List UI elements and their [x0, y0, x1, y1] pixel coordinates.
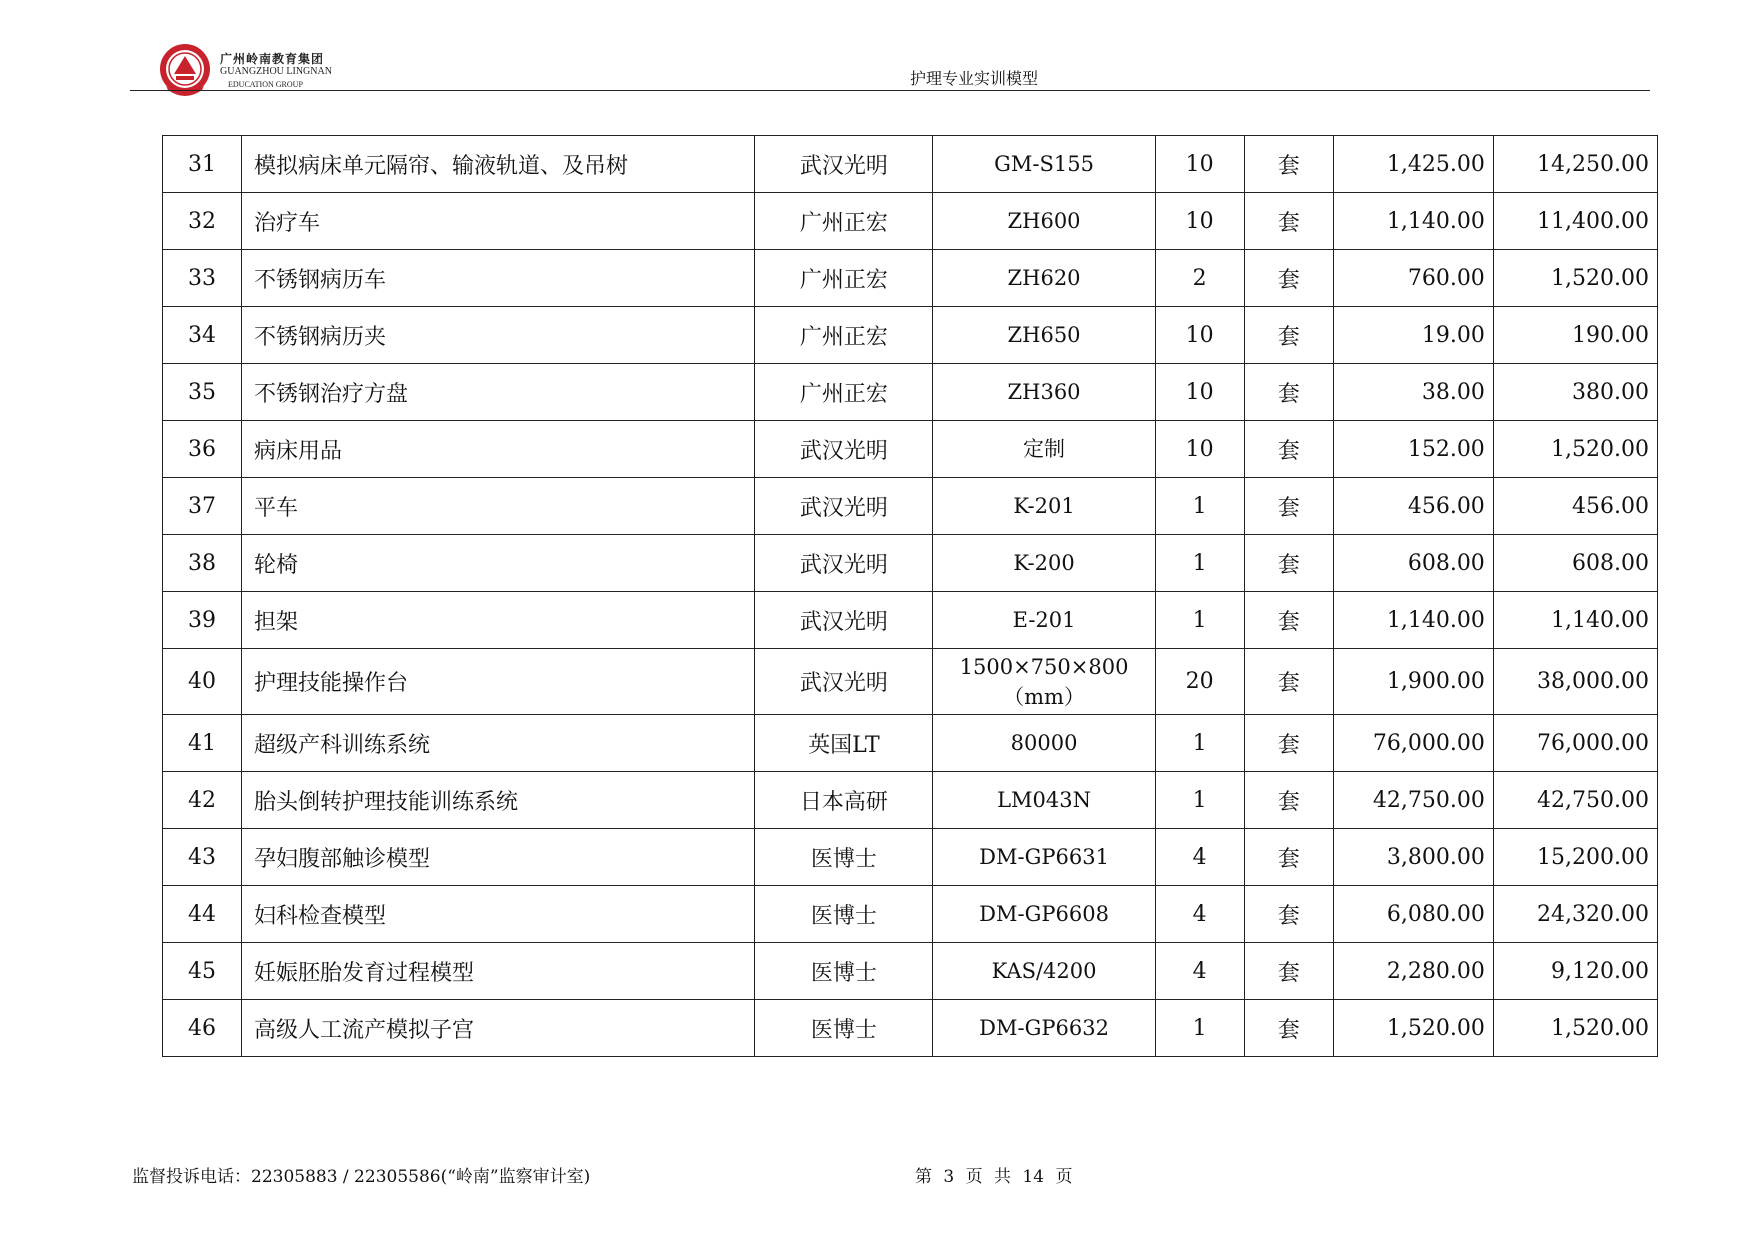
- cell-price: 6,080.00: [1333, 886, 1493, 943]
- cell-brand: 武汉光明: [755, 136, 933, 193]
- cell-price: 1,140.00: [1333, 592, 1493, 649]
- logo-name-en-2: EDUCATION GROUP: [228, 80, 303, 89]
- cell-name: 不锈钢病历车: [242, 250, 755, 307]
- cell-total: 190.00: [1493, 307, 1657, 364]
- cell-unit: 套: [1244, 886, 1333, 943]
- cell-brand: 广州正宏: [755, 307, 933, 364]
- cell-name: 胎头倒转护理技能训练系统: [242, 772, 755, 829]
- cell-brand: 医博士: [755, 829, 933, 886]
- cell-unit: 套: [1244, 364, 1333, 421]
- table-row: [163, 829, 1658, 886]
- cell-brand: 广州正宏: [755, 250, 933, 307]
- page-number: 第 3 页 共 14 页: [915, 1167, 1073, 1187]
- logo: [158, 42, 398, 96]
- cell-brand: 日本高研: [755, 772, 933, 829]
- cell-no: 36: [163, 421, 242, 478]
- cell-model: DM-GP6608: [933, 886, 1155, 943]
- cell-no: 37: [163, 478, 242, 535]
- cell-qty: 1: [1155, 715, 1244, 772]
- cell-price: 608.00: [1333, 535, 1493, 592]
- table-row: [163, 1000, 1658, 1057]
- cell-qty: 4: [1155, 829, 1244, 886]
- table-row: [163, 886, 1658, 943]
- cell-no: 38: [163, 535, 242, 592]
- cell-qty: 10: [1155, 193, 1244, 250]
- cell-total: 24,320.00: [1493, 886, 1657, 943]
- cell-total: 1,520.00: [1493, 250, 1657, 307]
- table-row: [163, 421, 1658, 478]
- cell-name: 妊娠胚胎发育过程模型: [242, 943, 755, 1000]
- cell-total: 38,000.00: [1493, 649, 1657, 715]
- cell-unit: 套: [1244, 943, 1333, 1000]
- table-row: [163, 193, 1658, 250]
- cell-qty: 1: [1155, 478, 1244, 535]
- cell-price: 1,425.00: [1333, 136, 1493, 193]
- cell-no: 34: [163, 307, 242, 364]
- equipment-table: [162, 135, 1658, 1057]
- cell-qty: 10: [1155, 421, 1244, 478]
- cell-price: 38.00: [1333, 364, 1493, 421]
- cell-brand: 武汉光明: [755, 478, 933, 535]
- cell-unit: 套: [1244, 592, 1333, 649]
- logo-name-cn: 广州岭南教育集团: [220, 52, 325, 66]
- cell-name: 孕妇腹部触诊模型: [242, 829, 755, 886]
- cell-name: 高级人工流产模拟子宫: [242, 1000, 755, 1057]
- cell-model: KAS/4200: [933, 943, 1155, 1000]
- cell-price: 456.00: [1333, 478, 1493, 535]
- table-row: [163, 307, 1658, 364]
- cell-model: 80000: [933, 715, 1155, 772]
- cell-model: ZH620: [933, 250, 1155, 307]
- cell-price: 152.00: [1333, 421, 1493, 478]
- cell-no: 41: [163, 715, 242, 772]
- cell-name: 平车: [242, 478, 755, 535]
- cell-price: 1,900.00: [1333, 649, 1493, 715]
- table-row: [163, 592, 1658, 649]
- cell-total: 456.00: [1493, 478, 1657, 535]
- cell-unit: 套: [1244, 307, 1333, 364]
- table-row: [163, 649, 1658, 715]
- cell-unit: 套: [1244, 250, 1333, 307]
- cell-model: ZH650: [933, 307, 1155, 364]
- cell-unit: 套: [1244, 715, 1333, 772]
- table-row: [163, 364, 1658, 421]
- cell-name: 模拟病床单元隔帘、输液轨道、及吊树: [242, 136, 755, 193]
- cell-brand: 武汉光明: [755, 592, 933, 649]
- cell-qty: 20: [1155, 649, 1244, 715]
- complaint-hotline: 监督投诉电话：22305883 / 22305586(“岭南”监察审计室): [132, 1167, 591, 1187]
- cell-brand: 医博士: [755, 886, 933, 943]
- cell-model: LM043N: [933, 772, 1155, 829]
- cell-no: 39: [163, 592, 242, 649]
- table-row: [163, 478, 1658, 535]
- cell-qty: 1: [1155, 592, 1244, 649]
- cell-brand: 医博士: [755, 1000, 933, 1057]
- cell-model: 1500×750×800（mm）: [933, 649, 1155, 715]
- logo-name-en-1: GUANGZHOU LINGNAN: [220, 66, 332, 77]
- cell-qty: 10: [1155, 364, 1244, 421]
- cell-brand: 武汉光明: [755, 649, 933, 715]
- cell-name: 妇科检查模型: [242, 886, 755, 943]
- cell-total: 15,200.00: [1493, 829, 1657, 886]
- cell-unit: 套: [1244, 829, 1333, 886]
- cell-total: 1,520.00: [1493, 1000, 1657, 1057]
- cell-model: E-201: [933, 592, 1155, 649]
- cell-no: 43: [163, 829, 242, 886]
- lingnan-seal-icon: [158, 42, 212, 96]
- cell-unit: 套: [1244, 421, 1333, 478]
- cell-model: ZH600: [933, 193, 1155, 250]
- cell-qty: 1: [1155, 535, 1244, 592]
- cell-qty: 1: [1155, 772, 1244, 829]
- cell-name: 不锈钢病历夹: [242, 307, 755, 364]
- header-divider: [130, 90, 1650, 91]
- cell-unit: 套: [1244, 649, 1333, 715]
- table-row: [163, 250, 1658, 307]
- cell-model: ZH360: [933, 364, 1155, 421]
- cell-name: 治疗车: [242, 193, 755, 250]
- cell-no: 31: [163, 136, 242, 193]
- cell-price: 19.00: [1333, 307, 1493, 364]
- cell-brand: 英国LT: [755, 715, 933, 772]
- cell-price: 3,800.00: [1333, 829, 1493, 886]
- cell-no: 44: [163, 886, 242, 943]
- cell-no: 35: [163, 364, 242, 421]
- table-row: [163, 715, 1658, 772]
- cell-model: 定制: [933, 421, 1155, 478]
- cell-qty: 2: [1155, 250, 1244, 307]
- cell-total: 76,000.00: [1493, 715, 1657, 772]
- cell-name: 轮椅: [242, 535, 755, 592]
- cell-unit: 套: [1244, 193, 1333, 250]
- cell-model: DM-GP6631: [933, 829, 1155, 886]
- cell-qty: 4: [1155, 943, 1244, 1000]
- cell-no: 33: [163, 250, 242, 307]
- table-row: [163, 535, 1658, 592]
- cell-unit: 套: [1244, 535, 1333, 592]
- cell-qty: 10: [1155, 307, 1244, 364]
- cell-brand: 武汉光明: [755, 421, 933, 478]
- cell-qty: 10: [1155, 136, 1244, 193]
- cell-unit: 套: [1244, 136, 1333, 193]
- cell-name: 超级产科训练系统: [242, 715, 755, 772]
- cell-model: GM-S155: [933, 136, 1155, 193]
- page-title: 护理专业实训模型: [910, 69, 1039, 88]
- cell-qty: 1: [1155, 1000, 1244, 1057]
- cell-price: 76,000.00: [1333, 715, 1493, 772]
- cell-unit: 套: [1244, 772, 1333, 829]
- cell-total: 1,140.00: [1493, 592, 1657, 649]
- cell-price: 42,750.00: [1333, 772, 1493, 829]
- cell-name: 护理技能操作台: [242, 649, 755, 715]
- cell-brand: 广州正宏: [755, 193, 933, 250]
- page-header: [130, 38, 1650, 92]
- cell-qty: 4: [1155, 886, 1244, 943]
- cell-brand: 武汉光明: [755, 535, 933, 592]
- cell-model: K-200: [933, 535, 1155, 592]
- cell-total: 9,120.00: [1493, 943, 1657, 1000]
- cell-no: 40: [163, 649, 242, 715]
- table-row: [163, 136, 1658, 193]
- cell-price: 2,280.00: [1333, 943, 1493, 1000]
- cell-no: 46: [163, 1000, 242, 1057]
- cell-no: 42: [163, 772, 242, 829]
- cell-total: 11,400.00: [1493, 193, 1657, 250]
- cell-no: 32: [163, 193, 242, 250]
- cell-price: 1,140.00: [1333, 193, 1493, 250]
- cell-price: 760.00: [1333, 250, 1493, 307]
- cell-total: 380.00: [1493, 364, 1657, 421]
- cell-brand: 广州正宏: [755, 364, 933, 421]
- cell-name: 病床用品: [242, 421, 755, 478]
- cell-unit: 套: [1244, 478, 1333, 535]
- cell-unit: 套: [1244, 1000, 1333, 1057]
- table-row: [163, 943, 1658, 1000]
- cell-total: 608.00: [1493, 535, 1657, 592]
- cell-total: 42,750.00: [1493, 772, 1657, 829]
- cell-brand: 医博士: [755, 943, 933, 1000]
- cell-name: 担架: [242, 592, 755, 649]
- cell-no: 45: [163, 943, 242, 1000]
- table-row: [163, 772, 1658, 829]
- cell-price: 1,520.00: [1333, 1000, 1493, 1057]
- cell-model: K-201: [933, 478, 1155, 535]
- cell-total: 1,520.00: [1493, 421, 1657, 478]
- cell-name: 不锈钢治疗方盘: [242, 364, 755, 421]
- cell-total: 14,250.00: [1493, 136, 1657, 193]
- cell-model: DM-GP6632: [933, 1000, 1155, 1057]
